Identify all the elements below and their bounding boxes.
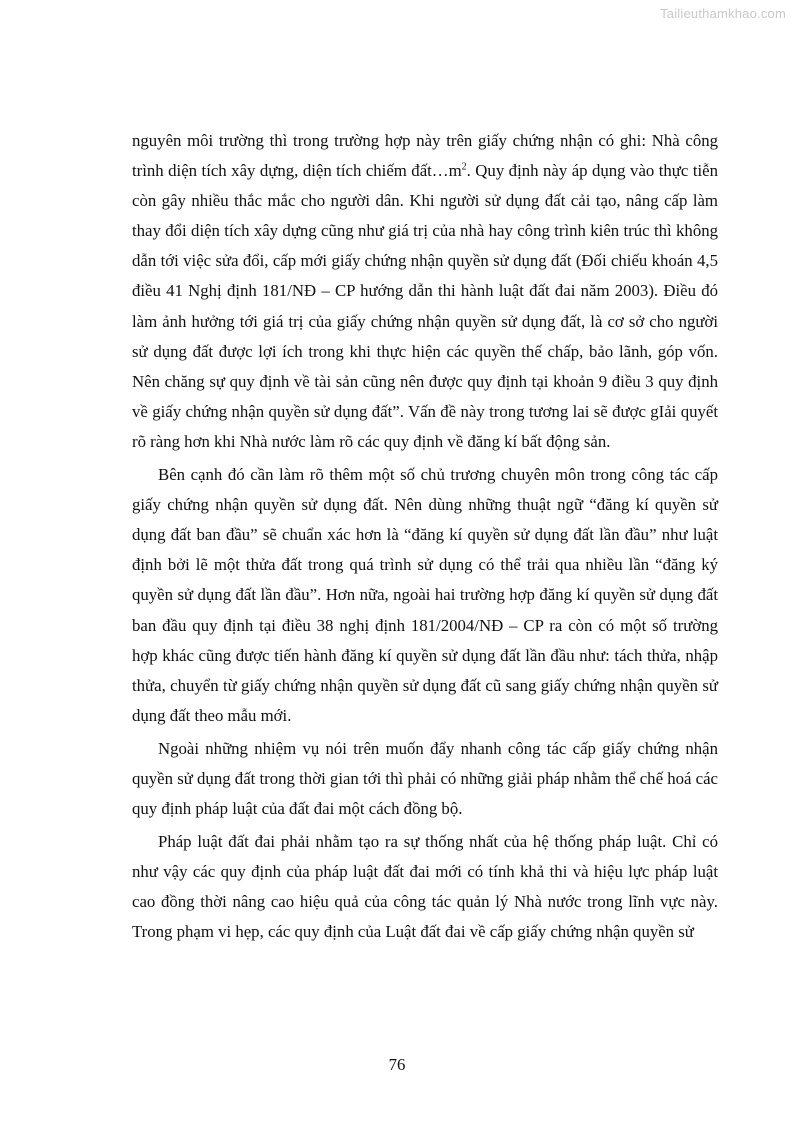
paragraph: Ngoài những nhiệm vụ nói trên muốn đẩy nhanh công tác cấp giấy chứng nhận quyền sử dụng đất trong thời gian tới thì phải có những giải pháp nhằm thể chế hoá các quy định pháp luật của đất đai một cách đồng bộ.	[132, 738, 718, 819]
superscript: 2	[461, 161, 467, 173]
paragraph-text: nguyên môi trường thì trong trường hợp này trên giấy chứng nhận có ghi: Nhà công trình diện tích xây dựng, diện tích chiếm đất…m	[132, 131, 718, 181]
paragraph-continued	[132, 126, 718, 457]
paragraph: Bên cạnh đó cần làm rõ thêm một số chủ trương chuyên môn trong công tác cấp giấy chứng nhận quyền sử dụng đất. Nên dùng những thuật ngữ “đăng kí quyền sử dụng đất ban đầu” sẽ chuẩn xác hơn là “đăng kí quyền sử dụng đất lần đầu” như luật định bởi lẽ một thửa đất trong quá trình sử dụng có thể trải qua nhiều lần “đăng ký quyền sử dụng đất lần đầu”. Hơn nữa, ngoài hai trường hợp đăng kí quyền sử dụng đất ban đầu quy định tại điều 38 nghị định 181/2004/NĐ – CP ra còn có một số trường hợp khác cũng được tiến hành đăng kí quyền sử dụng đất lần đầu như: tách thửa, nhập thửa, chuyển từ giấy chứng nhận quyền sử dụng đất cũ sang giấy chứng nhận quyền sử dụng đất theo mẫu mới.	[132, 465, 718, 725]
page-number: 76	[388, 1055, 406, 1074]
paragraph: Pháp luật đất đai phải nhằm tạo ra sự thống nhất của hệ thống pháp luật. Chỉ có như vậy các quy định của pháp luật đất đai mới có tính khả thi và hiệu lực pháp luật cao đồng thời nâng cao hiệu quả của công tác quản lý Nhà nước trong lĩnh vực này. Trong phạm vi hẹp, các quy định của Luật đất đai về cấp giấy chứng nhận quyền sử	[132, 832, 718, 942]
watermark: Tailieuthamkhao.com	[660, 6, 786, 21]
paragraph-text: . Quy định này áp dụng vào thực tiễn còn gây nhiều thắc mắc cho người dân. Khi người sử dụng đất cải tạo, nâng cấp làm thay đổi diện tích xây dựng cũng như giá trị của nhà hay công trình kiên trúc thì không dẫn tới việc sửa đổi, cấp mới giấy chứng nhận quyền sử dụng đất (Đối chiếu khoán 4,5 điều 41 Nghị định 181/NĐ – CP hướng dẫn thi hành luật đất đai năm 2003). Điều đó làm ảnh hưởng tới giá trị của giấy chứng nhận quyền sử dụng đất, là cơ sở cho người sử dụng đất được lợi ích trong khi thực hiện các quyền thế chấp, bảo lãnh, góp vốn. Nên chăng sự quy định về tài sản cũng nên được quy định tại khoản 9 điều 3 quy định về giấy chứng nhận quyền sử dụng đất”. Vấn đề này trong tương lai sẽ được gIải quyết rõ ràng hơn khi Nhà nước làm rõ các quy định về đăng kí bất động sản.	[132, 161, 718, 451]
page-body	[132, 126, 718, 948]
